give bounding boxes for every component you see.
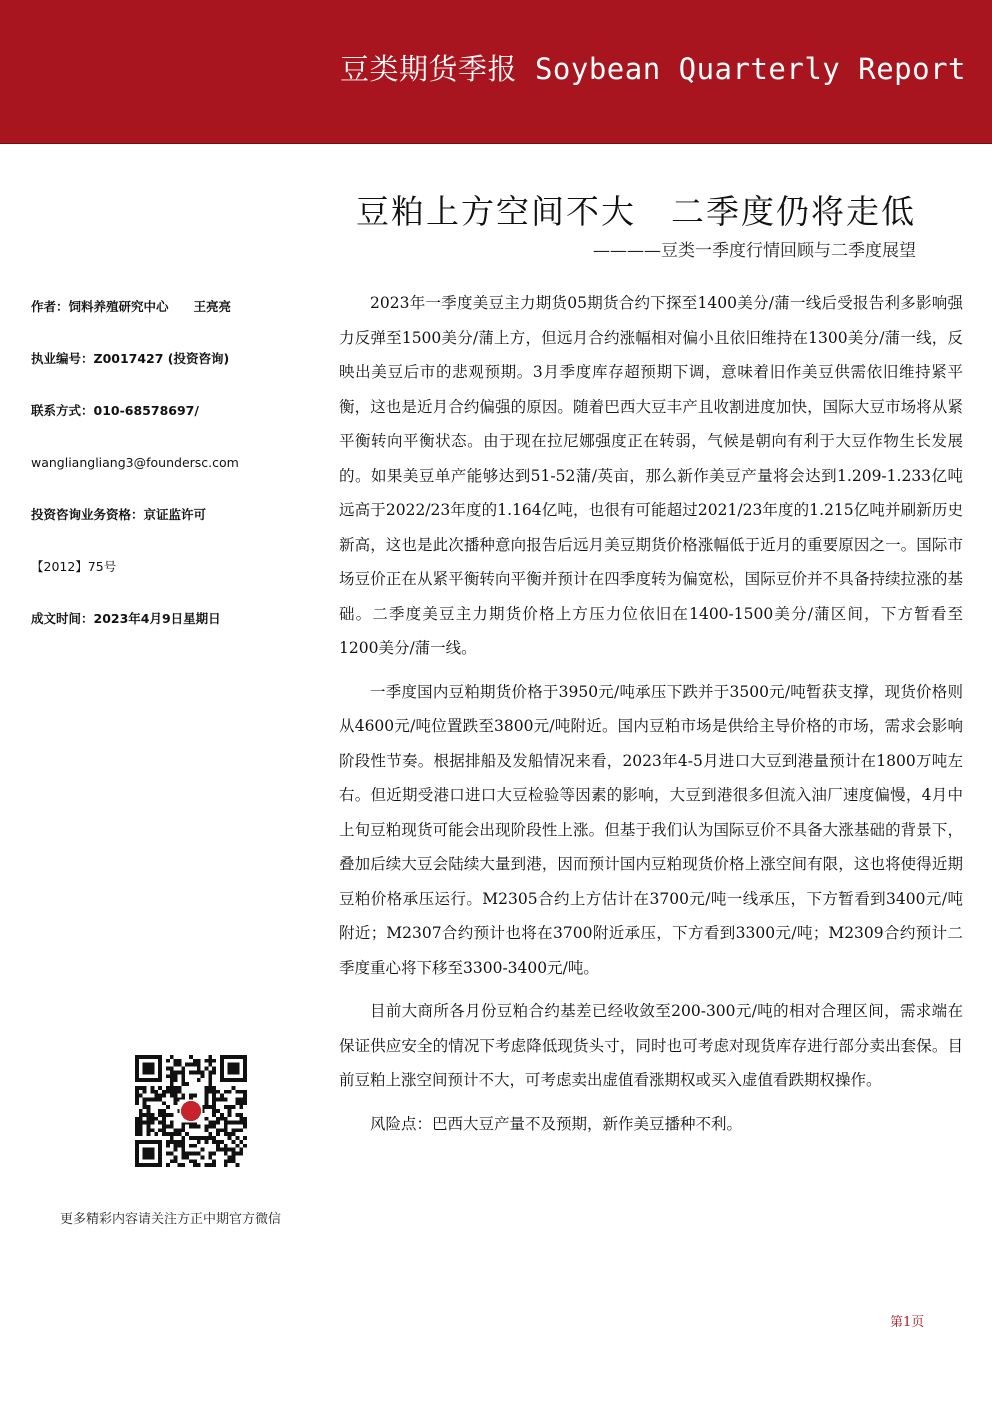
page-number: 第1页 bbox=[890, 1315, 925, 1330]
wechat-qr-code[interactable] bbox=[135, 1055, 247, 1167]
paragraph-domestic-market: 一季度国内豆粕期货价格于3950元/吨承压下跌并于3500元/吨暂获支撑，现货价格则从4600元/吨位置跌至3800元/吨附近。国内豆粕市场是供给主导价格的市场，需求会影响阶段性节奏。根据排船及发船情况来看，2023年4-5月进口大豆到港量预计在1800万吨左右。但近期受港口进口大豆检验等因素的影响，大豆到港很多但流入油厂速度偏慢，4月中上旬豆粕现货可能会出现阶段性上涨。但基于我们认为国际豆价不具备大涨基础的背景下，叠加后续大豆会陆续大量到港，因而预计国内豆粕现货价格上涨空间有限，这也将使得近期豆粕价格承压运行。M2305合约上方估计在3700元/吨一线承压，下方暂看到3400元/吨附近；M2307合约预计也将在3700附近承压，下方看到3300元/吨；M2309合约预计二季度重心将下移至3300-3400元/吨。 bbox=[339, 682, 963, 977]
author-line: 作者：饲料养殖研究中心 王亮亮 bbox=[31, 299, 232, 314]
paragraph-risk: 风险点：巴西大豆产量不及预期，新作美豆播种不利。 bbox=[370, 1114, 743, 1133]
author-info-sidebar bbox=[31, 298, 311, 662]
header-banner bbox=[0, 0, 992, 144]
banner-title: 豆类期货季报 Soybean Quarterly Report bbox=[340, 52, 966, 86]
contact-phone: 联系方式：010-68578697/ bbox=[31, 403, 199, 418]
qr-caption: 更多精彩内容请关注方正中期官方微信 bbox=[60, 1212, 282, 1227]
paragraph-overseas-market: 2023年一季度美豆主力期货05期货合约下探至1400美分/蒲一线后受报告利多影响强力反弹至1500美分/蒲上方，但远月合约涨幅相对偏小且依旧维持在1300美分/蒲一线，反映出美豆后市的悲观预期。3月季度库存超预期下调，意味着旧作美豆供需依旧维持紧平衡，这也是近月合约偏强的原因。随着巴西大豆丰产且收割进度加快，国际大豆市场将从紧平衡转向平衡状态。由于现在拉尼娜强度正在转弱，气候是朝向有利于大豆作物生长发展的。如果美豆单产能够达到51-52蒲/英亩，那么新作美豆产量将会达到1.209-1.233亿吨远高于2022/23年度的1.164亿吨，也很有可能超过2021/23年度的1.215亿吨并刷新历史新高，这也是此次播种意向报告后远月美豆期货价格涨幅低于近月的重要原因之一。国际市场豆价正在从紧平衡转向平衡并预计在四季度转为偏宽松，国际豆价并不具备持续拉涨的基础。二季度美豆主力期货价格上方压力位依旧在1400-1500美分/蒲区间，下方暂看至1200美分/蒲一线。 bbox=[339, 294, 963, 657]
qualification-line: 投资咨询业务资格：京证监许可 bbox=[31, 507, 207, 522]
paragraph-strategy: 目前大商所各月份豆粕合约基差已经收敛至200-300元/吨的相对合理区间，需求端在保证供应安全的情况下考虑降低现货头寸，同时也可考虑对现货库存进行部分卖出套保。目前豆粕上涨空间预计不大，可考虑卖出虚值看涨期权或买入虚值看跌期权操作。 bbox=[339, 1002, 963, 1089]
founder-logo-icon bbox=[181, 1101, 201, 1121]
license-number: 执业编号：Z0017427 (投资咨询) bbox=[31, 351, 230, 366]
license-reference: 【2012】75号 bbox=[31, 559, 117, 574]
document-subtitle: ————豆类一季度行情回顾与二季度展望 bbox=[593, 241, 916, 261]
document-title: 豆粕上方空间不大 二季度仍将走低 bbox=[356, 192, 916, 231]
contact-email[interactable]: wangliangliang3@foundersc.com bbox=[31, 455, 239, 470]
report-body bbox=[339, 286, 963, 1141]
written-date: 成文时间：2023年4月9日星期日 bbox=[31, 611, 221, 626]
